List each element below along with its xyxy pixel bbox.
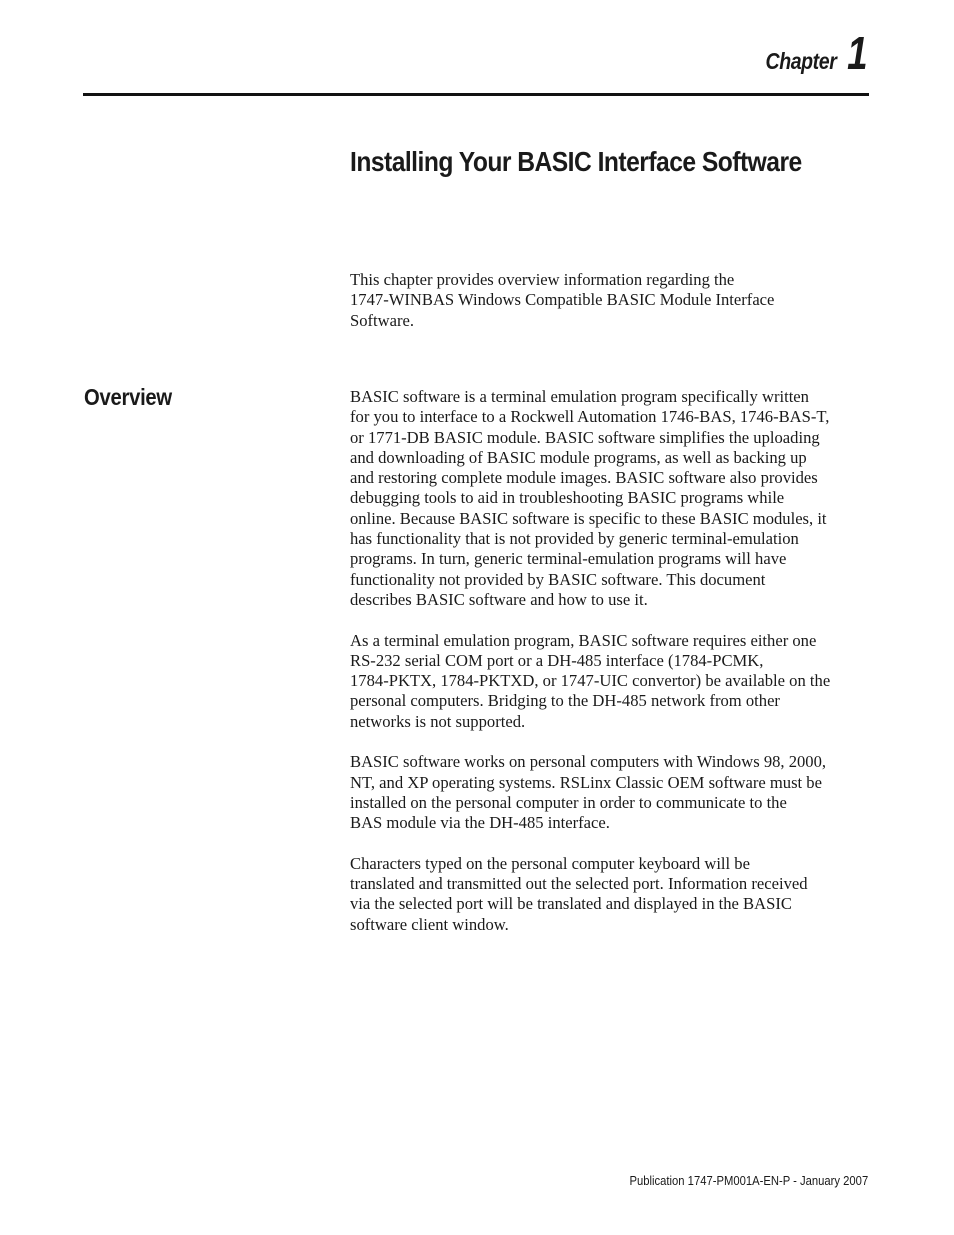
paragraph bbox=[350, 854, 870, 935]
intro-paragraph bbox=[350, 270, 870, 331]
paragraph bbox=[350, 387, 870, 610]
text-line: BAS module via the DH-485 interface. bbox=[350, 813, 610, 833]
publication-footer: Publication 1747-PM001A-EN-P - January 2007 bbox=[629, 1174, 868, 1188]
text-line: online. Because BASIC software is specific to these BASIC modules, it bbox=[350, 508, 827, 528]
chapter-label: Chapter bbox=[765, 48, 837, 74]
text-line: BASIC software is a terminal emulation program specifically written bbox=[350, 387, 809, 406]
text-line: 1784-PKTX, 1784-PKTXD, or 1747-UIC convertor) be available on the bbox=[350, 671, 831, 691]
paragraph bbox=[350, 752, 870, 833]
chapter-header bbox=[753, 27, 868, 79]
text-line: installed on the personal computer in order to communicate to the bbox=[350, 792, 787, 812]
text-line: Characters typed on the personal computer keyboard will be bbox=[350, 853, 750, 873]
text-line: functionality not provided by BASIC software. This document bbox=[350, 569, 766, 589]
text-line: Software. bbox=[350, 310, 415, 330]
text-line: personal computers. Bridging to the DH-485 network from other bbox=[350, 691, 780, 711]
paragraph bbox=[350, 631, 870, 732]
text-line: describes BASIC software and how to use it. bbox=[350, 589, 648, 609]
text-line: RS-232 serial COM port or a DH-485 interface (1784-PCMK, bbox=[350, 650, 764, 670]
text-line: BASIC software works on personal computers with Windows 98, 2000, bbox=[350, 752, 827, 772]
text-line: or 1771-DB BASIC module. BASIC software simplifies the uploading bbox=[350, 427, 820, 447]
overview-body bbox=[350, 387, 870, 955]
text-line: programs. In turn, generic terminal-emulation programs will have bbox=[350, 549, 787, 569]
text-line: and downloading of BASIC module programs, as well as backing up bbox=[350, 447, 807, 467]
overview-heading: Overview bbox=[84, 384, 172, 410]
text-line: via the selected port will be translated and displayed in the BASIC bbox=[350, 894, 792, 914]
text-line: software client window. bbox=[350, 914, 509, 934]
header-rule bbox=[83, 93, 869, 96]
chapter-number: 1 bbox=[847, 27, 868, 79]
text-line: translated and transmitted out the selected port. Information received bbox=[350, 874, 808, 894]
text-line: 1747-WINBAS Windows Compatible BASIC Module Interface bbox=[350, 290, 775, 310]
page-title: Installing Your BASIC Interface Software bbox=[350, 146, 802, 177]
intro-section bbox=[350, 270, 870, 351]
text-line: has functionality that is not provided by generic terminal-emulation bbox=[350, 529, 799, 549]
text-line: NT, and XP operating systems. RSLinx Classic OEM software must be bbox=[350, 772, 822, 792]
text-line: debugging tools to aid in troubleshooting BASIC programs while bbox=[350, 488, 785, 508]
text-line: This chapter provides overview information regarding the bbox=[350, 270, 735, 289]
text-line: As a terminal emulation program, BASIC software requires either one bbox=[350, 630, 817, 650]
text-line: and restoring complete module images. BASIC software also provides bbox=[350, 468, 818, 488]
text-line: networks is not supported. bbox=[350, 711, 526, 731]
text-line: for you to interface to a Rockwell Automation 1746-BAS, 1746-BAS-T, bbox=[350, 407, 830, 427]
